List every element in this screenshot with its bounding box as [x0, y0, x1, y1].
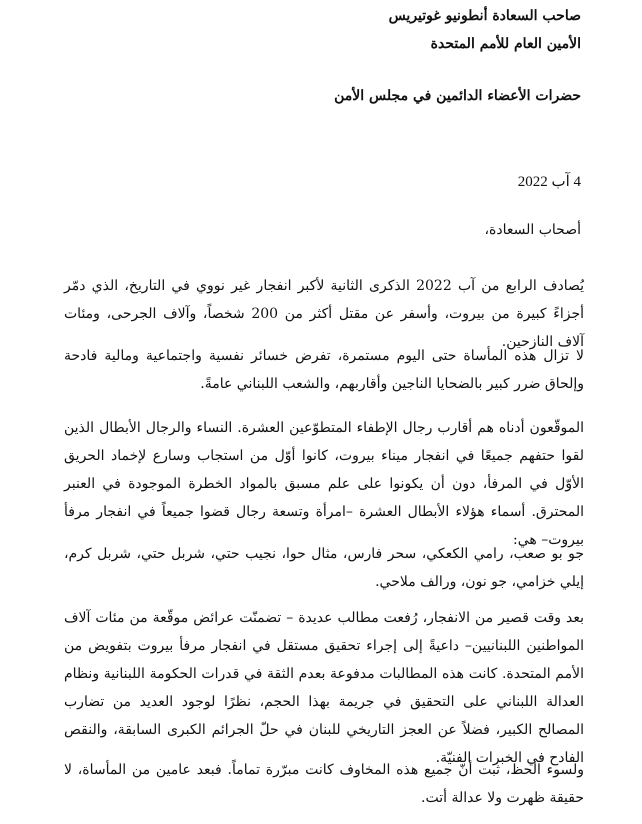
recipient-council: حضرات الأعضاء الدائمين في مجلس الأمن	[334, 88, 581, 104]
paragraph-4: جو بو صعب، رامي الكعكي، سحر فارس، مثال حوا، نجيب حتي، شربل حتي، شربل كرم، إيلي خزامي، جو نون، ورالف ملاحي.	[64, 546, 584, 590]
paragraph-5: بعد وقت قصير من الانفجار، رُفعت مطالب عديدة – تضمنّت عرائض موقّعة من مئات آلاف المواطنين اللبنانيين– داعيةً إلى إجراء تحقيق مستقل في انفجار مرفأ بيروت بتفويض من الأمم المتحدة. كانت هذه المطالبات مدفوعة بعدم الثقة في قدرات الحكومة اللبنانية ونظام العدالة اللبناني على التحقيق في جريمة بهذا الحجم، نظرًا لوجود العديد من تضارب المصالح الكبير، فضلاً عن العجز التاريخي للبنان في حلّ الجرائم الكبرى السابقة، والنقص الفادح في الخبرات الفنيّة.	[64, 610, 584, 766]
paragraph-6: ولسوء الحظ، ثبت أنّ جميع هذه المخاوف كانت مبرّرة تماماً. فبعد عامين من المأساة، لا حقيقة ظهرت ولا عدالة أتت.	[64, 762, 584, 806]
letter-date: 4 آب 2022	[517, 174, 581, 190]
paragraph-3: الموقّعون أدناه هم أقارب رجال الإطفاء المتطوّعين العشرة. النساء والرجال الأبطال الذين لقوا حتفهم جميعًا في انفجار ميناء بيروت، كانوا أوّل من استجاب وسارع لإخماد الحريق الأوّل في المرفأ، دون أن يكونوا على علم مسبق بالمواد الخطرة الموجودة في العنبر المحترق. أسماء هؤلاء الأبطال العشرة –امرأة وتسعة رجال قضوا جميعاً في انفجار مرفأ بيروت– هي:	[64, 420, 584, 548]
recipient-title: الأمين العام للأمم المتحدة	[430, 36, 581, 52]
recipient-name: صاحب السعادة أنطونيو غوتيريس	[388, 8, 581, 24]
greeting: أصحاب السعادة،	[484, 222, 581, 238]
paragraph-2: لا تزال هذه المأساة حتى اليوم مستمرة، تفرض خسائر نفسية واجتماعية ومالية فادحة وإلحاق ضرر كبير بالضحايا الناجين وأقاربهم، والشعب اللبناني عامةً.	[64, 348, 584, 392]
paragraph-1: يُصادف الرابع من آب 2022 الذكرى الثانية لأكبر انفجار غير نووي في التاريخ، الذي دمّر أجزاءً كبيرة من بيروت، وأسفر عن مقتل أكثر من 200 شخصاً، وآلاف الجرحى، ومئات آلاف النازحين.	[64, 278, 584, 350]
